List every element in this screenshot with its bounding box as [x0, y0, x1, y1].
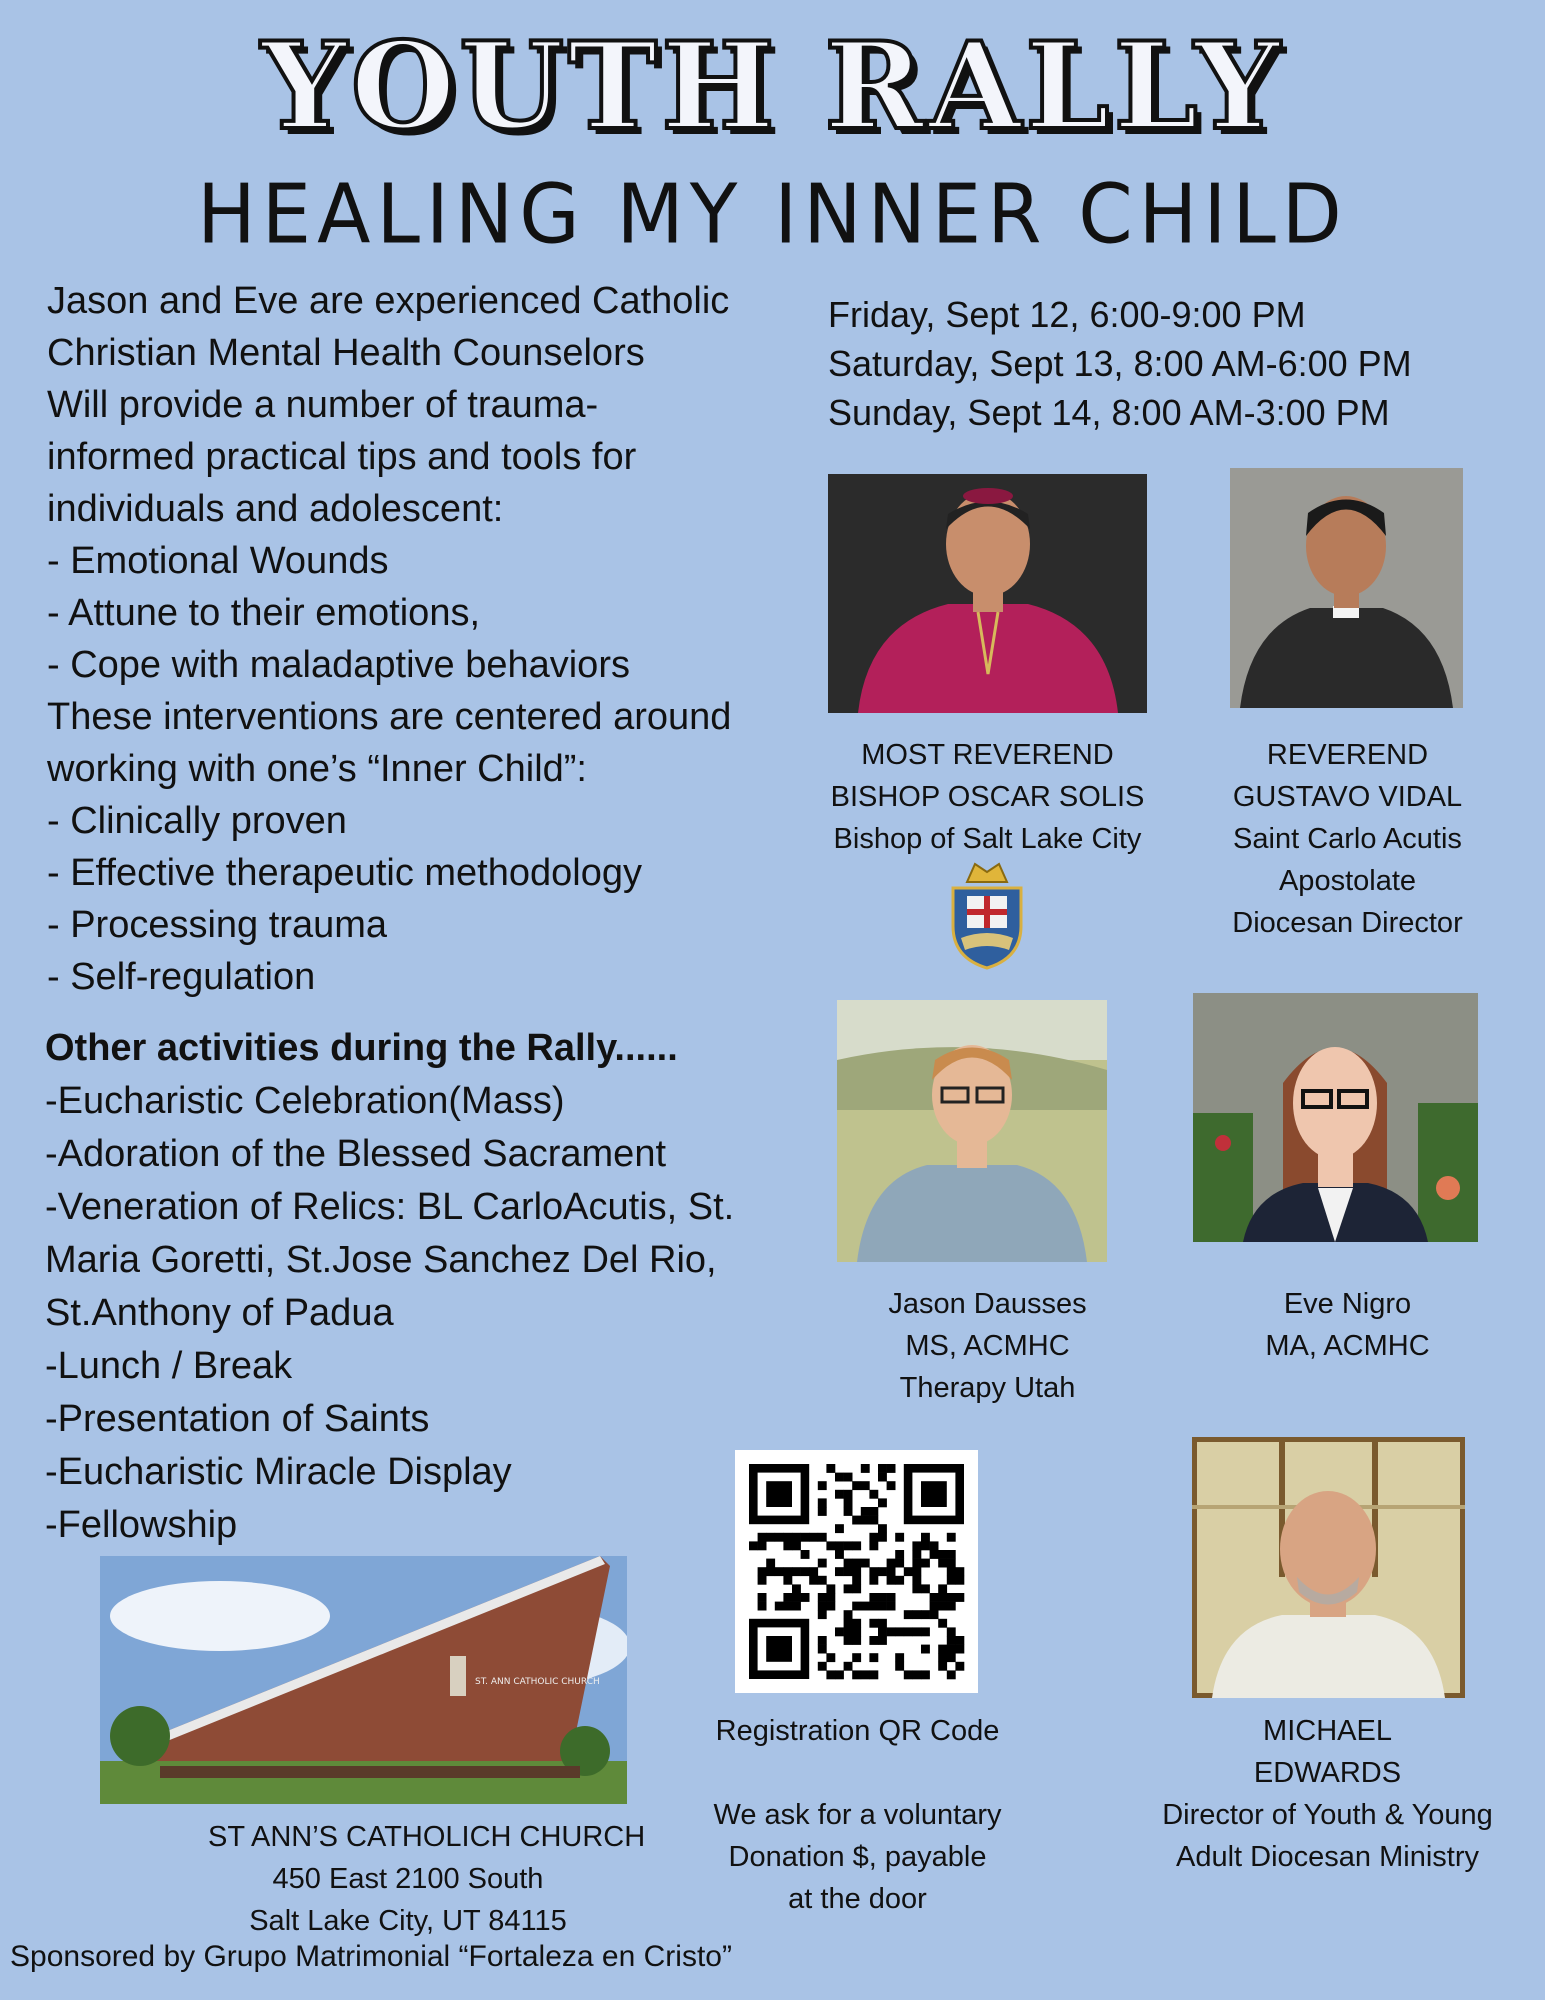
intro-line: - Emotional Wounds	[47, 540, 389, 582]
caption-line: GUSTAVO VIDAL	[1232, 781, 1463, 813]
reverend-vidal-photo	[1230, 468, 1463, 708]
caption-line: Therapy Utah	[899, 1372, 1076, 1404]
intro-line: Jason and Eve are experienced Catholic	[47, 280, 730, 322]
caption-line: Director of Youth & Young	[1162, 1799, 1493, 1831]
intro-line: informed practical tips and tools for	[47, 436, 637, 478]
intro-line: - Clinically proven	[47, 800, 347, 842]
activity-line: -Veneration of Relics: BL CarloAcutis, St.	[45, 1186, 735, 1228]
st-ann-church-photo	[100, 1556, 627, 1804]
caption-line: MS, ACMHC	[905, 1330, 1070, 1362]
caption-line: REVEREND	[1266, 739, 1429, 771]
intro-line: - Processing trauma	[47, 904, 388, 946]
caption-line: EDWARDS	[1253, 1757, 1402, 1789]
activities-list	[45, 1022, 805, 1552]
intro-line: - Attune to their emotions,	[47, 592, 481, 634]
caption-line: MOST REVEREND	[861, 739, 1114, 771]
activity-line: -Eucharistic Miracle Display	[45, 1451, 512, 1493]
activity-line: Maria Goretti, St.Jose Sanchez Del Rio,	[45, 1239, 717, 1281]
donation-line: at the door	[788, 1883, 927, 1915]
caption-line: MICHAEL	[1263, 1715, 1392, 1747]
intro-line: Will provide a number of trauma-	[47, 384, 599, 426]
schedule-line: Sunday, Sept 14, 8:00 AM-3:00 PM	[828, 392, 1390, 433]
donation-note	[660, 1794, 1055, 1920]
activities-heading: Other activities during the Rally......	[45, 1027, 678, 1069]
schedule-line: Friday, Sept 12, 6:00-9:00 PM	[828, 294, 1306, 335]
church-sign: ST. ANN CATHOLIC CHURCH	[475, 1677, 600, 1687]
caption-line: Jason Dausses	[888, 1288, 1087, 1320]
eve-nigro-photo	[1193, 993, 1478, 1242]
registration-qr-code[interactable]	[735, 1450, 978, 1693]
address-line: 450 East 2100 South	[272, 1863, 544, 1895]
address-line: Salt Lake City, UT 84115	[249, 1905, 567, 1937]
jason-dausses-photo	[837, 1000, 1107, 1262]
schedule-line: Saturday, Sept 13, 8:00 AM-6:00 PM	[828, 343, 1412, 384]
diocese-crest-icon	[943, 858, 1031, 970]
caption-line: Apostolate	[1278, 865, 1417, 897]
caption-line: Bishop of Salt Lake City	[833, 823, 1142, 855]
jason-dausses-caption	[790, 1283, 1185, 1409]
church-address	[208, 1816, 646, 1942]
caption-line: Eve Nigro	[1283, 1288, 1412, 1320]
activity-line: -Adoration of the Blessed Sacrament	[45, 1133, 667, 1175]
michael-edwards-photo	[1192, 1437, 1465, 1698]
intro-line: - Effective therapeutic methodology	[47, 852, 642, 894]
activity-line: -Fellowship	[45, 1504, 238, 1546]
intro-line: Christian Mental Health Counselors	[47, 332, 645, 374]
bishop-solis-photo	[828, 474, 1147, 713]
intro-line: working with one’s “Inner Child”:	[47, 748, 587, 790]
activity-line: -Presentation of Saints	[45, 1398, 430, 1440]
activity-line: -Lunch / Break	[45, 1345, 293, 1387]
caption-line: Saint Carlo Acutis	[1233, 823, 1462, 855]
caption-line: MA, ACMHC	[1265, 1330, 1430, 1362]
sponsor-line: Sponsored by Grupo Matrimonial “Fortaleza en Cristo”	[10, 1940, 732, 1973]
intro-line: - Self-regulation	[47, 956, 316, 998]
caption-line: Diocesan Director	[1232, 907, 1463, 939]
intro-line: individuals and adolescent:	[47, 488, 504, 530]
eve-nigro-caption	[1150, 1283, 1545, 1367]
intro-line: - Cope with maladaptive behaviors	[47, 644, 630, 686]
bishop-solis-caption	[790, 734, 1185, 860]
caption-line: Adult Diocesan Ministry	[1176, 1841, 1479, 1873]
activity-line: -Eucharistic Celebration(Mass)	[45, 1080, 565, 1122]
address-line: ST ANN’S CATHOLICH CHURCH	[208, 1821, 646, 1853]
intro-text	[47, 275, 807, 1003]
intro-line: These interventions are centered around	[47, 696, 732, 738]
donation-line: Donation $, payable	[728, 1841, 987, 1873]
michael-edwards-caption	[1130, 1710, 1525, 1878]
donation-line: We ask for a voluntary	[713, 1799, 1002, 1831]
event-title: YOUTH RALLY	[261, 16, 1284, 157]
event-subtitle: HEALING MY INNER CHILD	[197, 167, 1348, 263]
caption-line: BISHOP OSCAR SOLIS	[830, 781, 1145, 813]
event-schedule	[828, 290, 1528, 437]
reverend-vidal-caption	[1150, 734, 1545, 944]
activity-line: St.Anthony of Padua	[45, 1292, 394, 1334]
qr-label: Registration QR Code	[715, 1715, 1000, 1747]
